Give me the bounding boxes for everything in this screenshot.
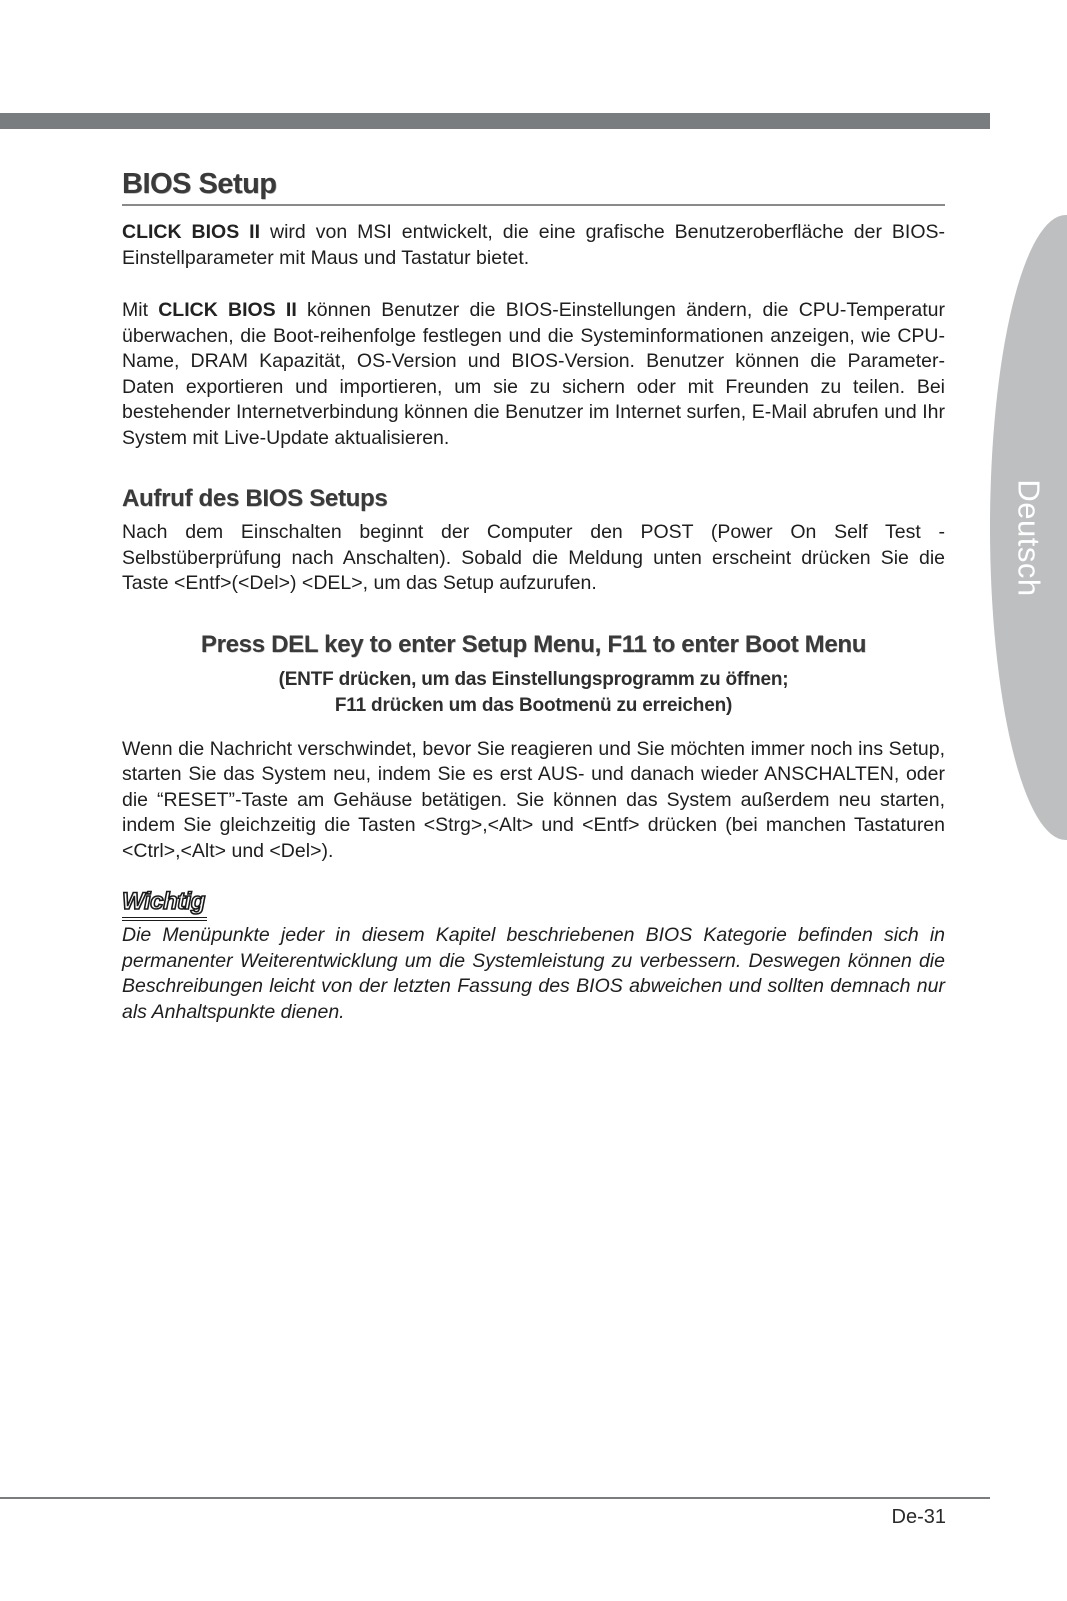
boot-message-line-1: (ENTF drücken, um das Einstellungsprogramm zu öffnen; <box>278 668 789 690</box>
boot-message-title: Press DEL key to enter Setup Menu, F11 to enter Boot Menu <box>200 630 867 658</box>
top-header-bar <box>0 113 990 129</box>
features-text: können Benutzer die BIOS-Einstellungen ändern, die CPU-Temperatur überwachen, die Boot-reihenfolge festlegen und die Systeminformationen anzeigen, wie CPU-Name, DRAM Kapazität, OS-Version und BIOS-Version. Benutzer können die Parameter-Daten exportieren und importieren, um sie zu sichern oder mit Freunden zu teilen. Bei bestehender Internetverbindung können die Benutzer im Internet surfen, E-Mail abrufen und Ihr System mit Live-Update aktualisieren. <box>122 299 946 449</box>
features-paragraph <box>122 298 945 451</box>
note-label: Wichtig <box>122 888 207 921</box>
language-tab-label-wrap <box>990 473 1067 603</box>
entering-setup-paragraph: Nach dem Einschalten beginnt der Computer den POST (Power On Self Test - Selbstüberprüfung nach Anschalten). Sobald die Meldung unten erscheint drücken Sie die Taste <Entf>(<Del>) <DEL>, um das Setup aufzurufen. <box>122 521 945 594</box>
features-brand: CLICK BIOS II <box>158 299 297 321</box>
section-title-entering-setup: Aufruf des BIOS Setups <box>122 485 388 512</box>
restart-paragraph: Wenn die Nachricht verschwindet, bevor Sie reagieren und Sie möchten immer noch ins Setup, starten Sie das System neu, indem Sie es erst AUS- und danach wieder ANSCHALTEN, oder die “RESET”-Taste am Gehäuse betätigen. Sie können das System außerdem neu starten, indem Sie gleichzeitig die Tasten <Strg>,<Alt> und <Entf> drücken (bei manchen Tastaturen <Ctrl>,<Alt> und <Del>). <box>122 737 945 862</box>
page-number: De-31 <box>891 1506 946 1528</box>
features-lead: Mit <box>122 299 159 321</box>
intro-paragraph <box>122 220 945 271</box>
note-header <box>122 888 945 921</box>
boot-message-line-2: F11 drücken um das Bootmenü zu erreichen) <box>334 694 733 716</box>
page-content <box>122 168 945 1025</box>
page-title: BIOS Setup <box>122 168 945 206</box>
intro-brand: CLICK BIOS II <box>122 221 261 243</box>
note-text: Die Menüpunkte jeder in diesem Kapitel beschriebenen BIOS Kategorie befinden sich in permanenter Weiterentwicklung um die Systemleistung zu verbessern. Deswegen können die Beschreibungen leicht von der letzten Fassung des BIOS abweichen und sollten demnach nur als Anhaltspunkte dienen. <box>122 924 945 1023</box>
intro-text: wird von MSI entwickelt, die eine grafische Benutzeroberfläche der BIOS-Einstellparameter mit Maus und Tastatur bietet. <box>122 221 945 269</box>
footer-rule <box>0 1497 990 1499</box>
language-tab-label: Deutsch <box>1011 479 1047 597</box>
